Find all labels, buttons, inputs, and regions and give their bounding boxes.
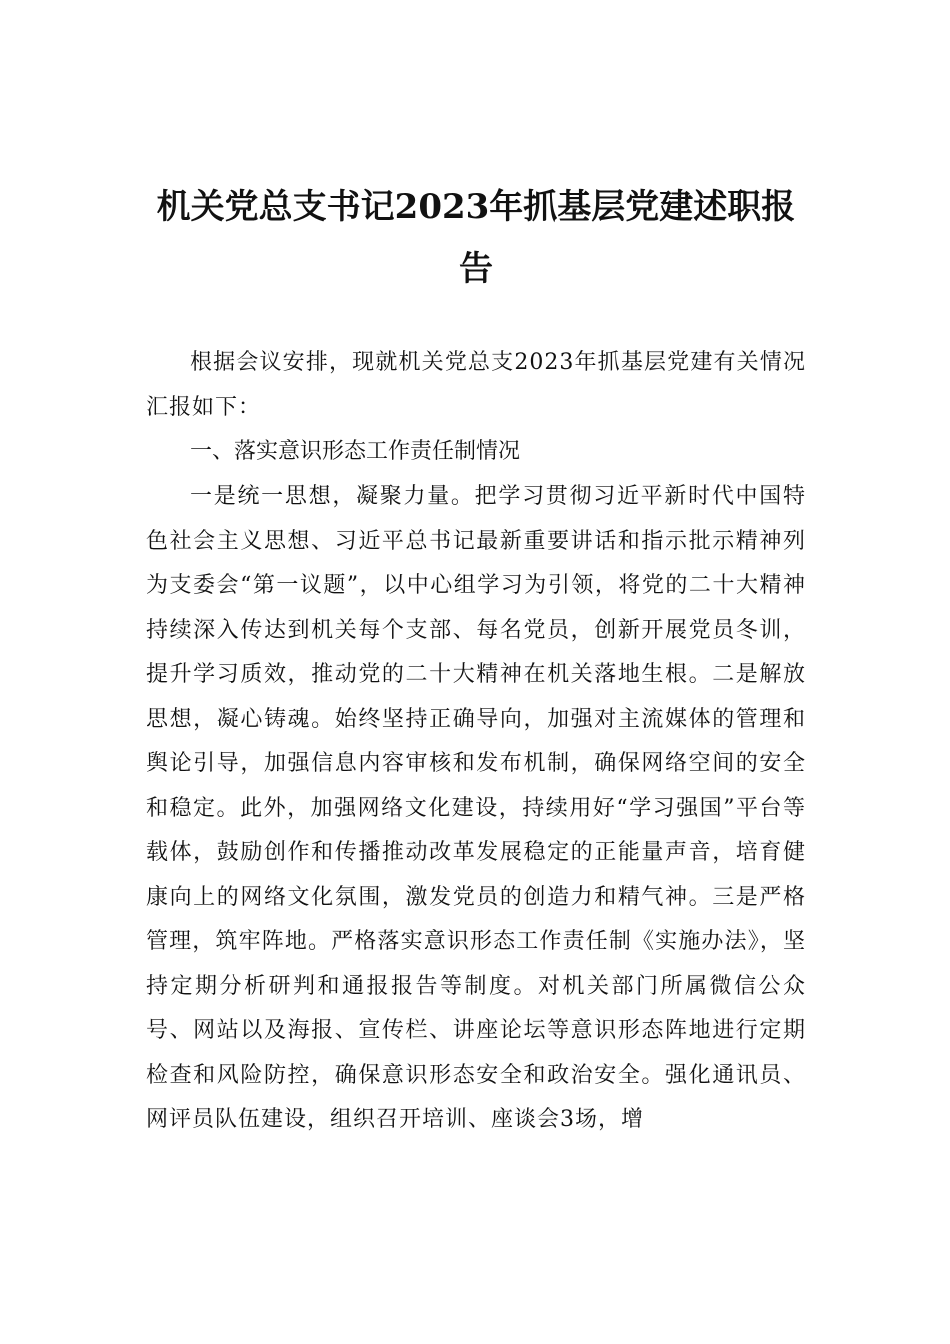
section-paragraph: 一是统一思想，凝聚力量。把学习贯彻习近平新时代中国特色社会主义思想、习近平总书记最新重要讲话和指示批示精神列为支委会“第一议题”，以中心组学习为引领，将党的二十大精神持续深入传达到机关每个支部、每名党员，创新开展党员冬训，提升学习质效，推动党的二十大精神在机关落地生根。二是解放思想，凝心铸魂。始终坚持正确导向，加强对主流媒体的管理和舆论引导，加强信息内容审核和发布机制，确保网络空间的安全和稳定。此外，加强网络文化建设，持续用好“学习强国”平台等载体，鼓励创作和传播推动改革发展稳定的正能量声音，培育健康向上的网络文化氛围，激发党员的创造力和精气神。三是严格管理，筑牢阵地。严格落实意识形态工作责任制《实施办法》，坚持定期分析研判和通报报告等制度。对机关部门所属微信公众号、网站以及海报、宣传栏、讲座论坛等意识形态阵地进行定期检查和风险防控，确保意识形态安全和政治安全。强化通讯员、网评员队伍建设，组织召开培训、座谈会3场，增 (146, 484, 806, 1132)
document-title: 机关党总支书记2023年抓基层党建述职报告 (156, 187, 796, 289)
section-heading: 一、落实意识形态工作责任制情况 (190, 439, 521, 464)
intro-paragraph: 根据会议安排，现就机关党总支2023年抓基层党建有关情况汇报如下： (146, 350, 806, 420)
